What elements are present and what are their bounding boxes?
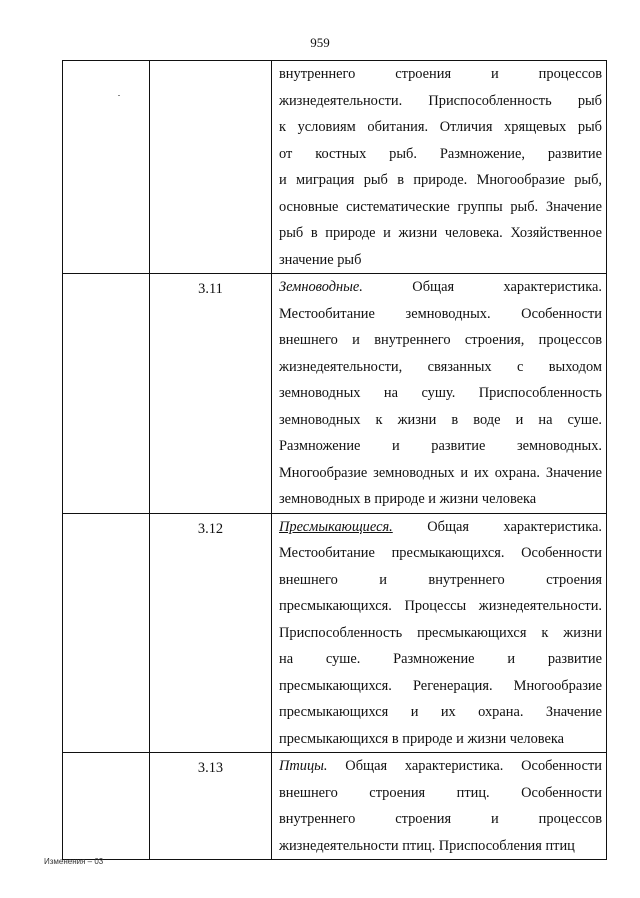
text-segment: Размножение и развитие земноводных. — [279, 438, 602, 454]
text-segment: внешнего и внутреннего строения — [279, 571, 602, 588]
text-line — [279, 114, 602, 141]
text-segment: пресмыкающихся. Процессы жизнедеятельности. — [279, 598, 602, 614]
text-line — [279, 593, 602, 620]
table-row — [63, 274, 607, 514]
text-line — [279, 327, 602, 354]
text-segment: Местообитание земноводных. Особенности — [279, 305, 602, 322]
section-title: Пресмыкающиеся. — [279, 518, 393, 535]
text-line — [279, 620, 602, 647]
empty-cell — [63, 61, 150, 274]
section-content-cell — [272, 753, 607, 860]
text-line — [279, 141, 602, 168]
text-segment: Приспособленность пресмыкающихся к жизни — [279, 624, 602, 641]
section-number-cell — [150, 274, 272, 514]
text-segment: и миграция рыб в природе. Многообразие рыб, — [279, 172, 602, 188]
text-line — [279, 514, 602, 541]
text-line — [279, 301, 602, 328]
table-row — [63, 753, 607, 860]
text-line — [279, 61, 602, 88]
text-segment: внешнего строения птиц. Особенности — [279, 784, 602, 801]
text-segment: земноводных к жизни в воде и на суше. — [279, 411, 602, 428]
text-line — [279, 540, 602, 567]
text-segment: внутреннего строения и процессов — [279, 811, 602, 827]
section-number-cell — [150, 753, 272, 860]
text-segment: Общая характеристика. — [392, 518, 602, 535]
section-content-cell — [272, 61, 607, 274]
text-line — [279, 646, 602, 673]
revision-footer: Изменения – 03 — [44, 857, 104, 866]
text-segment: к условиям обитания. Отличия хрящевых рыб — [279, 119, 602, 135]
text-segment: земноводных в природе и жизни человека — [279, 491, 537, 507]
text-segment: земноводных на сушу. Приспособленность — [279, 385, 602, 401]
text-segment: жизнедеятельности, связанных с выходом — [279, 358, 602, 375]
text-segment: внутреннего строения и процессов — [279, 66, 602, 82]
text-line — [279, 407, 602, 434]
text-line — [279, 833, 602, 860]
section-number: 3.11 — [198, 281, 223, 297]
section-number-cell — [150, 513, 272, 753]
text-line — [279, 806, 602, 833]
text-segment: Общая характеристика. Особенности — [327, 758, 602, 774]
table-row — [63, 513, 607, 753]
text-segment: значение рыб — [279, 251, 362, 268]
text-line — [279, 433, 602, 460]
text-segment: жизнедеятельности птиц. Приспособления птиц — [279, 837, 575, 854]
text-line — [279, 486, 602, 513]
section-title: Земноводные. — [279, 279, 363, 295]
text-line — [279, 274, 602, 301]
text-segment: Местообитание пресмыкающихся. Особенности — [279, 545, 602, 561]
empty-cell — [63, 513, 150, 753]
empty-cell — [63, 753, 150, 860]
text-line — [279, 380, 602, 407]
text-segment: на суше. Размножение и развитие — [279, 651, 602, 667]
text-segment: рыб в природе и жизни человека. Хозяйственное — [279, 225, 602, 241]
text-line — [279, 194, 602, 221]
text-line — [279, 88, 602, 115]
text-line — [279, 699, 602, 726]
text-line — [279, 673, 602, 700]
page-number: 959 — [310, 35, 330, 50]
section-number: 3.13 — [197, 760, 224, 776]
text-line — [279, 354, 602, 381]
text-segment: пресмыкающихся и их охрана. Значение — [279, 704, 602, 720]
scan-speck — [118, 95, 120, 96]
text-line — [279, 167, 602, 194]
curriculum-table — [62, 60, 607, 860]
table-body — [63, 61, 607, 860]
text-line — [279, 220, 602, 247]
text-segment: Многообразие земноводных и их охрана. Значение — [279, 464, 602, 481]
text-line — [279, 567, 602, 594]
text-segment: пресмыкающихся в природе и жизни человека — [279, 730, 565, 747]
section-number-cell — [150, 61, 272, 274]
section-content-cell — [272, 513, 607, 753]
text-line — [279, 753, 602, 780]
text-segment: основные систематические группы рыб. Значение — [279, 198, 602, 215]
text-line — [279, 460, 602, 487]
empty-cell — [63, 274, 150, 514]
text-segment: внешнего и внутреннего строения, процессов — [279, 332, 602, 348]
text-line — [279, 726, 602, 753]
table-row — [63, 61, 607, 274]
section-content-cell — [272, 274, 607, 514]
text-segment: Общая характеристика. — [362, 279, 602, 295]
section-number: 3.12 — [197, 520, 224, 537]
text-segment: от костных рыб. Размножение, развитие — [279, 145, 602, 162]
text-line — [279, 780, 602, 807]
text-segment: пресмыкающихся. Регенерация. Многообразие — [279, 677, 602, 694]
text-line — [279, 247, 602, 274]
section-title: Птицы. — [279, 758, 328, 774]
text-segment: жизнедеятельности. Приспособленность рыб — [279, 92, 602, 109]
